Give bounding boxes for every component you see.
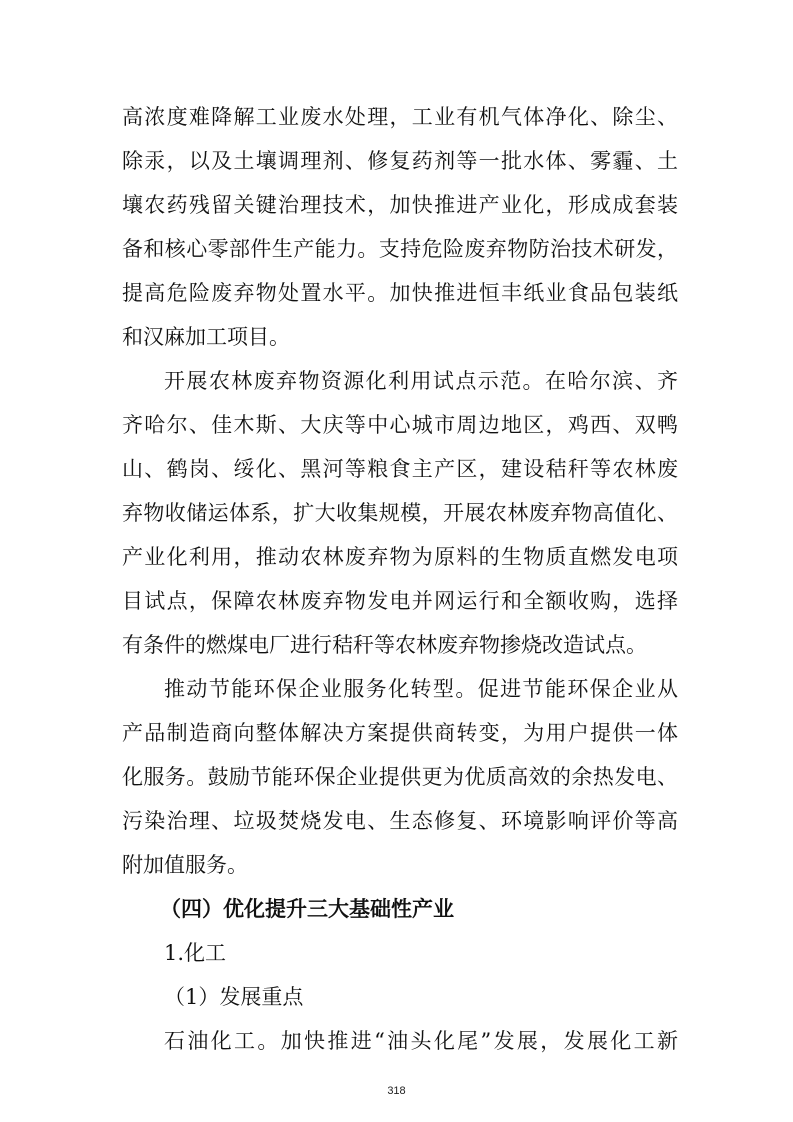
subsection-heading: 1.化工: [164, 941, 227, 965]
paragraph-1-line-1: 高浓度难降解工业废水处理，工业有机气体净化、除尘、: [122, 105, 678, 129]
paragraph-2-line-5: 产业化利用，推动农林废弃物为原料的生物质直燃发电项: [122, 545, 678, 569]
paragraph-1-line-6: 和汉麻加工项目。: [122, 325, 290, 349]
paragraph-3-line-5: 附加值服务。: [122, 853, 248, 877]
paragraph-1-line-5: 提高危险废弃物处置水平。加快推进恒丰纸业食品包装纸: [122, 281, 678, 305]
paragraph-4-line-1: 石油化工。加快推进“油头化尾”发展，发展化工新: [164, 1029, 678, 1053]
paragraph-2-line-7: 有条件的燃煤电厂进行秸秆等农林废弃物掺烧改造试点。: [122, 633, 647, 657]
paragraph-3-line-1: 推动节能环保企业服务化转型。促进节能环保企业从: [164, 677, 678, 701]
page-number: 318: [387, 1085, 406, 1097]
item-heading: （1）发展重点: [164, 985, 304, 1009]
paragraph-3-line-3: 化服务。鼓励节能环保企业提供更为优质高效的余热发电、: [122, 765, 678, 789]
paragraph-2-line-2: 齐哈尔、佳木斯、大庆等中心城市周边地区，鸡西、双鸭: [122, 413, 678, 437]
paragraph-1-line-2: 除汞，以及土壤调理剂、修复药剂等一批水体、雾霾、土: [122, 149, 678, 173]
paragraph-3-line-2: 产品制造商向整体解决方案提供商转变，为用户提供一体: [122, 721, 678, 745]
section-heading: （四）优化提升三大基础性产业: [160, 897, 454, 921]
paragraph-3-line-4: 污染治理、垃圾焚烧发电、生态修复、环境影响评价等高: [122, 809, 678, 833]
paragraph-1-line-4: 备和核心零部件生产能力。支持危险废弃物防治技术研发，: [122, 237, 678, 261]
paragraph-2-line-3: 山、鹤岗、绥化、黑河等粮食主产区，建设秸秆等农林废: [122, 457, 678, 481]
paragraph-2-line-6: 目试点，保障农林废弃物发电并网运行和全额收购，选择: [122, 589, 678, 613]
paragraph-2-line-1: 开展农林废弃物资源化利用试点示范。在哈尔滨、齐: [164, 369, 678, 393]
paragraph-1-line-3: 壤农药残留关键治理技术，加快推进产业化，形成成套装: [122, 193, 678, 217]
paragraph-2-line-4: 弃物收储运体系，扩大收集规模，开展农林废弃物高值化、: [122, 501, 678, 525]
